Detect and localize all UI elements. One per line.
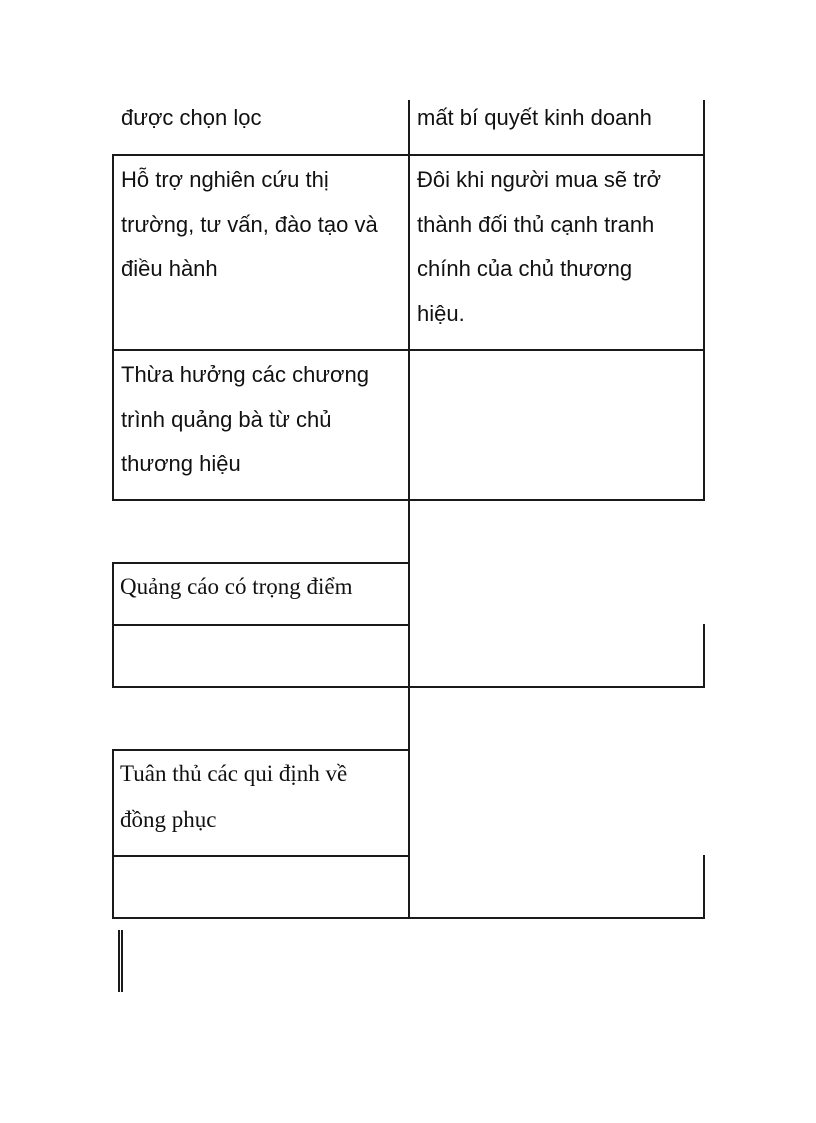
table-row-line — [112, 855, 410, 857]
table-row-line — [112, 154, 705, 156]
table-divider-middle — [408, 500, 410, 688]
table-border-right — [703, 624, 705, 688]
table-border-right — [703, 100, 705, 501]
table-cell: Quảng cáo có trọng điểm — [120, 574, 353, 599]
table-row-line — [112, 624, 410, 626]
table-cell: được chọn lọc — [121, 105, 262, 130]
table-cell: Thừa hưởng các chương trình quảng bà từ chủ thương hiệu — [121, 362, 369, 476]
table-divider-middle — [408, 687, 410, 919]
table-row-line — [112, 349, 705, 351]
table-cell: Đôi khi người mua sẽ trở thành đối thủ cạnh tranh chính của chủ thương hiệu. — [417, 167, 662, 326]
table-border-left — [112, 749, 114, 919]
table-border-left — [112, 155, 114, 501]
table-row-line — [112, 917, 705, 919]
table-cell: Tuân thủ các qui định về đồng phục — [120, 761, 348, 832]
table-divider-middle — [408, 100, 410, 501]
table-border-right — [703, 855, 705, 919]
table-cell: mất bí quyết kinh doanh — [417, 105, 652, 130]
text-cursor — [121, 930, 123, 992]
text-cursor — [118, 930, 120, 992]
table-cell: Hỗ trợ nghiên cứu thị trường, tư vấn, đào tạo và điều hành — [121, 167, 378, 281]
